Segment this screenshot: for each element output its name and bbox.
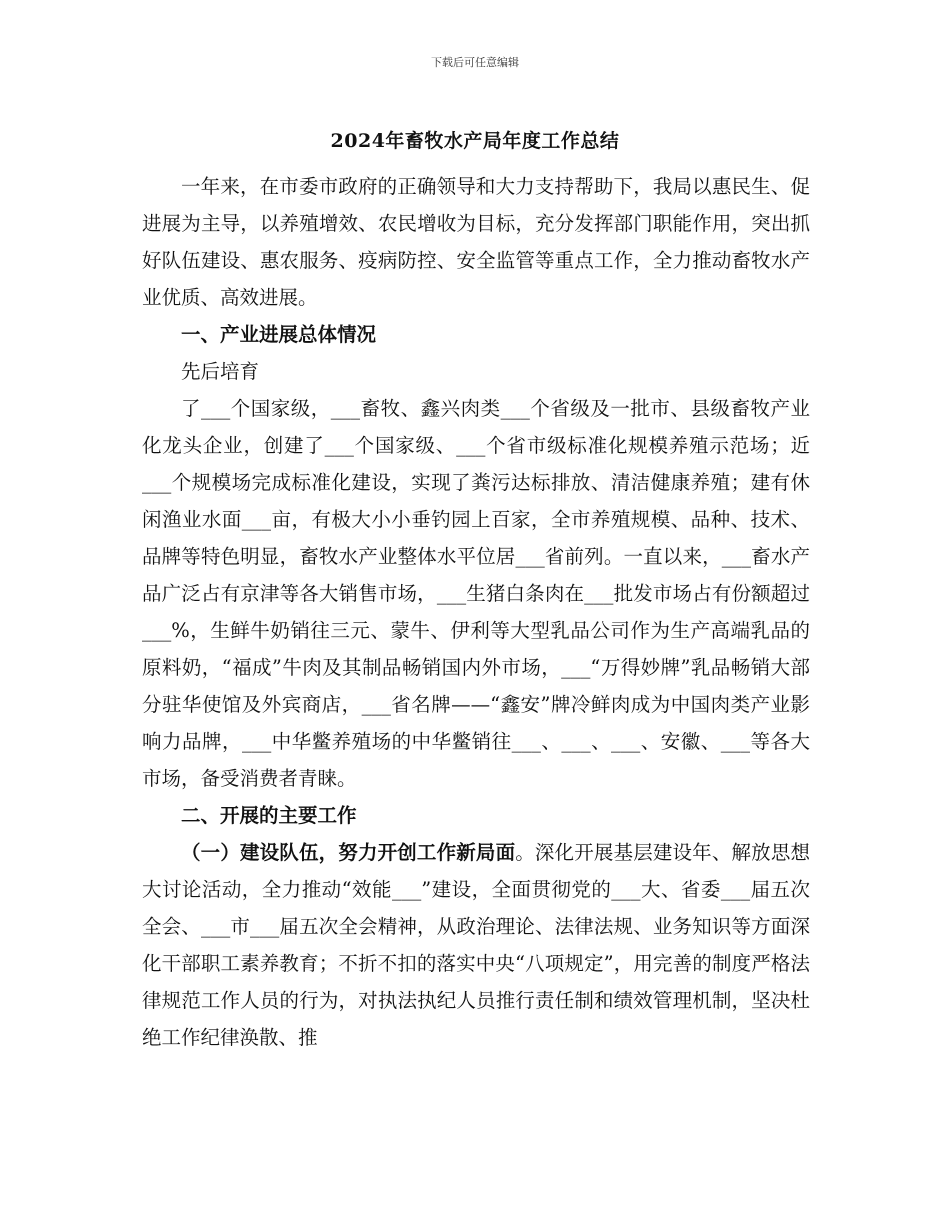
section-1-heading: 一、产业进展总体情况 xyxy=(181,323,377,346)
section-2-heading: 二、开展的主要工作 xyxy=(181,804,357,827)
section-1-paragraph-1: 先后培育 xyxy=(181,360,260,383)
document-title: 2024年畜牧水产局年度工作总结 xyxy=(330,130,620,152)
document-body xyxy=(142,168,810,1056)
subsection-1-lead: （一）建设队伍，努力开创工作新局面 xyxy=(181,841,516,864)
subsection-1-text: 。深化开展基层建设年、解放思想大讨论活动，全力推动“效能___”建设，全面贯彻党的___大、省委___届五次全会、___市___届五次全会精神，从政治理论、法律法规、业务知识等方面深化干部职工素养教育；不折不扣的落实中央“八项规定”，用完善的制度严格法律规范工作人员的行为，对执法执纪人员推行责任制和绩效管理机制，坚决杜绝工作纪律涣散、推 xyxy=(142,841,810,1049)
section-2-subsection-1 xyxy=(142,834,810,1056)
header-note: 下载后可任意编辑 xyxy=(431,56,519,69)
section-1-paragraph-2: 了___个国家级，___畜牧、鑫兴肉类___个省级及一批市、县级畜牧产业化龙头企业，创建了___个国家级、___个省市级标准化规模养殖示范场；近___个规模场完成标准化建设，实现了粪污达标排放、清洁健康养殖；建有休闲渔业水面___亩，有极大小小垂钓园上百家，全市养殖规模、品种、技术、品牌等特色明显，畜牧水产业整体水平位居___省前列。一直以来，___畜水产品广泛占有京津等各大销售市场，___生猪白条肉在___批发市场占有份额超过___%，生鲜牛奶销往三元、蒙牛、伊利等大型乳品公司作为生产高端乳品的原料奶，“福成”牛肉及其制品畅销国内外市场，___“万得妙牌”乳品畅销大部分驻华使馆及外宾商店，___省名牌——“鑫安”牌冷鲜肉成为中国肉类产业影响力品牌，___中华鳖养殖场的中华鳖销往___、___、___、安徽、___等各大市场，备受消费者青睐。 xyxy=(142,397,810,790)
intro-paragraph: 一年来，在市委市政府的正确领导和大力支持帮助下，我局以惠民生、促进展为主导，以养殖增效、农民增收为目标，充分发挥部门职能作用，突出抓好队伍建设、惠农服务、疫病防控、安全监管等重点工作，全力推动畜牧水产业优质、高效进展。 xyxy=(142,175,810,309)
